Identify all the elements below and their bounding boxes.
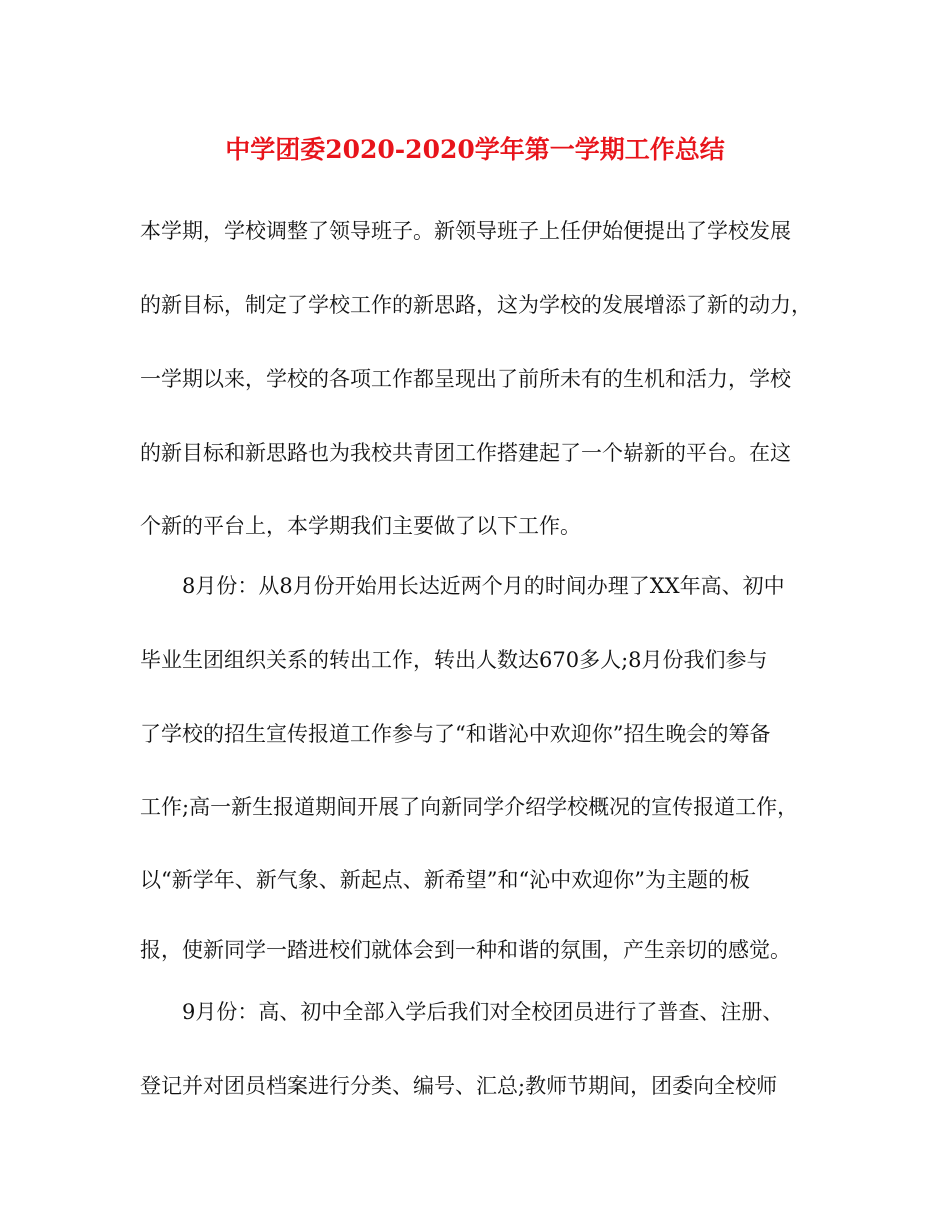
paragraph-line: 以“新学年、新气象、新起点、新希望”和“沁中欢迎你”为主题的板 bbox=[140, 868, 750, 892]
paragraph-line: 的新目标和新思路也为我校共青团工作搭建起了一个崭新的平台。在这 bbox=[140, 441, 791, 465]
paragraph-line: 个新的平台上，本学期我们主要做了以下工作。 bbox=[140, 514, 581, 538]
paragraph-line: 的新目标，制定了学校工作的新思路，这为学校的发展增添了新的动力， bbox=[140, 293, 812, 317]
paragraph-line: 登记并对团员档案进行分类、编号、汇总;教师节期间，团委向全校师 bbox=[140, 1074, 778, 1098]
document-title: 中学团委2020-2020学年第一学期工作总结 bbox=[225, 135, 725, 164]
paragraph-line: 本学期，学校调整了领导班子。新领导班子上任伊始便提出了学校发展 bbox=[140, 219, 791, 243]
paragraph-line: 了学校的招生宣传报道工作参与了“和谐沁中欢迎你”招生晚会的筹备 bbox=[140, 722, 771, 746]
paragraph-line: 9月份：高、初中全部入学后我们对全校团员进行了普查、注册、 bbox=[182, 1000, 784, 1024]
paragraph-line: 工作;高一新生报道期间开展了向新同学介绍学校概况的宣传报道工作， bbox=[140, 795, 799, 819]
paragraph-line: 一学期以来，学校的各项工作都呈现出了前所未有的生机和活力，学校 bbox=[140, 367, 791, 391]
paragraph-line: 报，使新同学一踏进校们就体会到一种和谐的氛围，产生亲切的感觉。 bbox=[140, 938, 791, 962]
paragraph-line: 毕业生团组织关系的转出工作，转出人数达670多人;8月份我们参与 bbox=[140, 648, 768, 672]
paragraph-line: 8月份：从8月份开始用长达近两个月的时间办理了XX年高、初中 bbox=[182, 574, 785, 598]
